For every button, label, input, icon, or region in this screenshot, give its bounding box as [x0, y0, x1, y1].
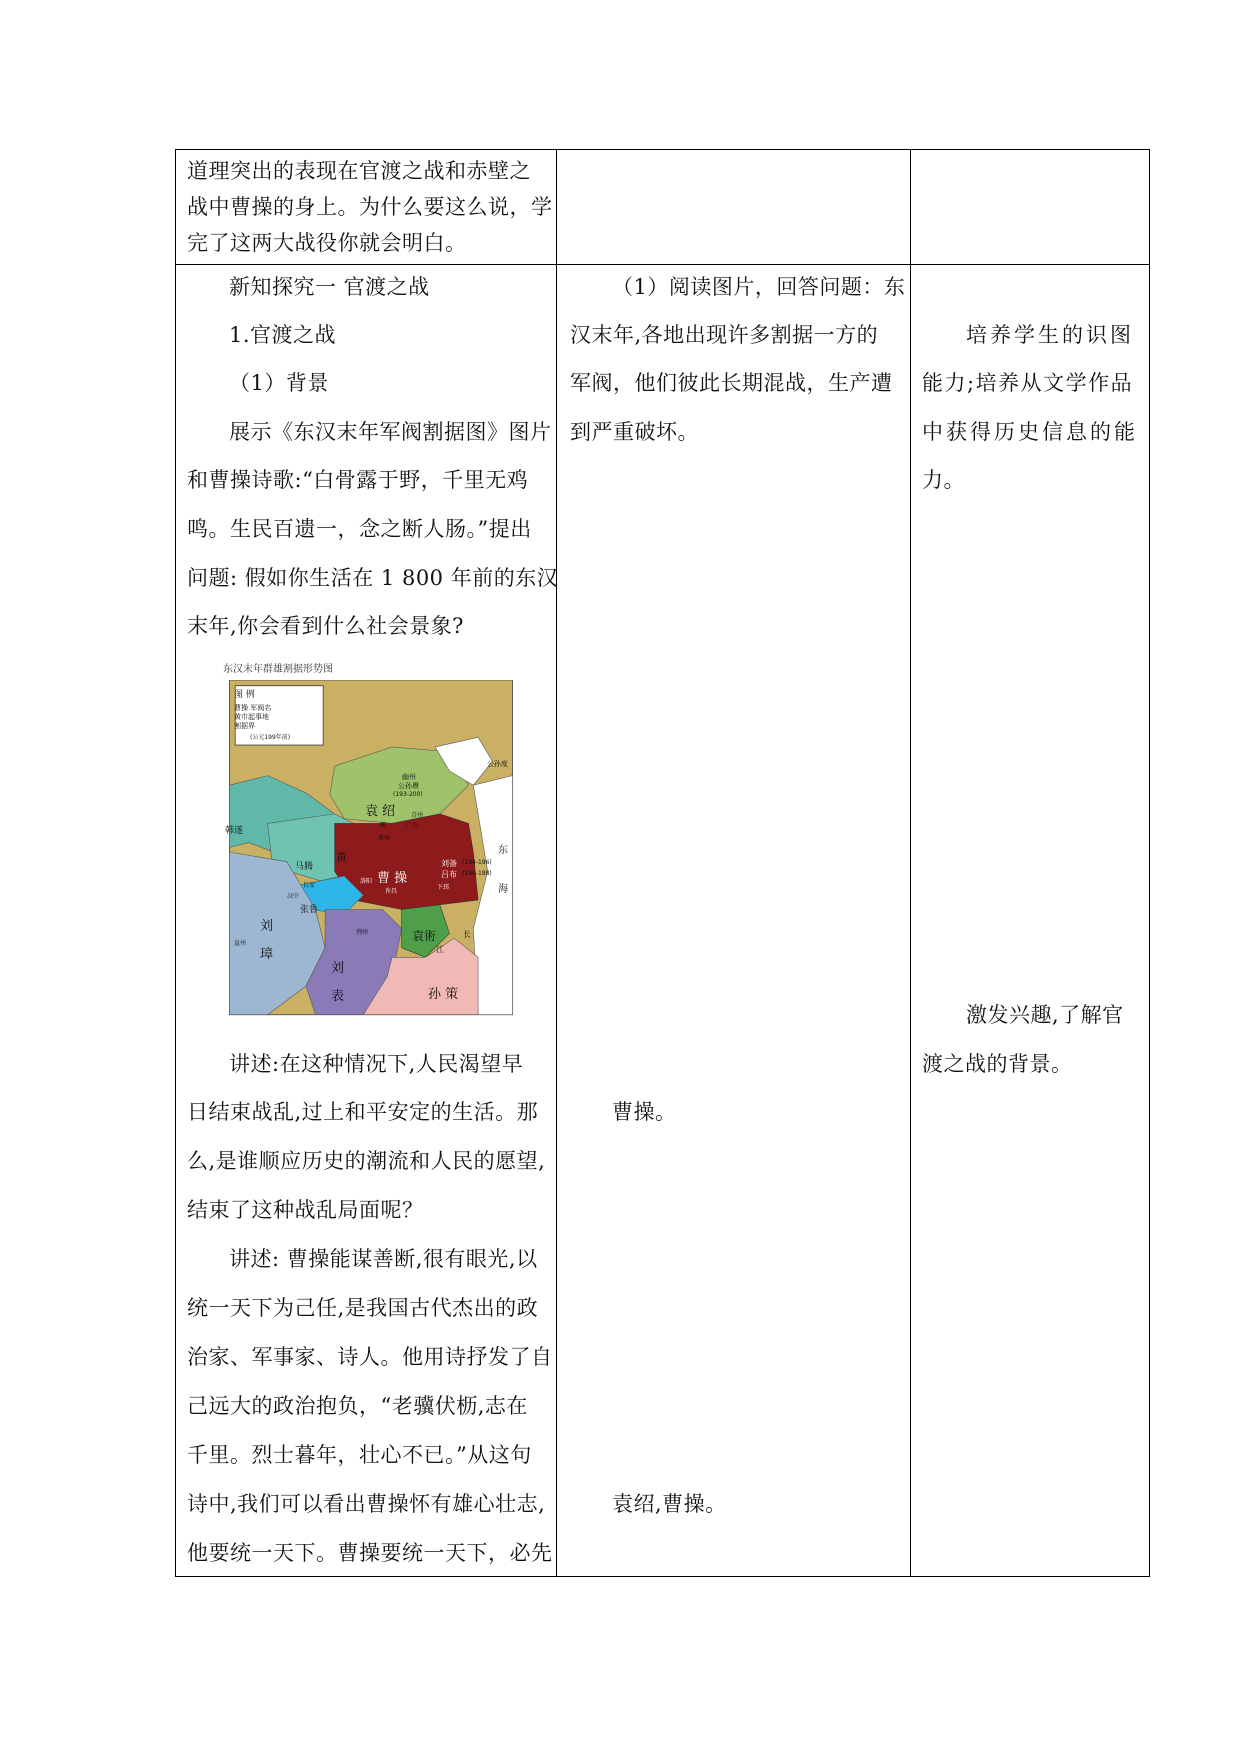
map-label-changan: 长安 — [303, 882, 316, 889]
map-label-huang: 黄 — [336, 851, 347, 864]
map-label-hai: 海 — [498, 884, 508, 895]
map-label-xiapi: 下邳 — [437, 884, 450, 891]
row-divider — [175, 264, 1150, 265]
map-label-xuchang: 许昌 — [385, 888, 398, 895]
row1-text-line-3: 完了这两大战役你就会明白。 — [187, 231, 467, 255]
map-label-lvbu: 吕布 — [441, 870, 457, 879]
goal2-line-2: 渡之战的背景。 — [922, 1052, 1073, 1076]
map-label-guangdong: 广东 — [406, 822, 419, 829]
map-label-youzhou: 幽州 — [402, 773, 416, 781]
map-label-liubiao-2: 表 — [331, 989, 345, 1004]
goal1-line-1: 培养学生的识图 — [966, 323, 1134, 347]
goal2-line-1: 激发兴趣,了解官 — [966, 1003, 1124, 1027]
para3-line-2: 统一天下为己任,是我国古代杰出的政 — [187, 1296, 539, 1320]
para2-line-1: 讲述:在这种情况下,人民渴望早 — [229, 1052, 524, 1076]
answer1-line-2: 汉末年,各地出现许多割据一方的 — [570, 323, 879, 347]
para1-line-2: 和曹操诗歌:“白骨露于野，千里无鸡 — [187, 468, 529, 492]
eastern-han-warlords-map — [223, 680, 519, 1030]
map-label-yuanshu: 袁術 — [412, 929, 437, 943]
answer2: 曹操。 — [612, 1100, 677, 1124]
subheading-background: （1）背景 — [229, 371, 329, 395]
map-label-yuanshao: 袁 绍 — [365, 804, 396, 819]
map-label-sunce: 孙 策 — [428, 987, 459, 1002]
para1-line-3: 鸣。生民百遗一，念之断人肠。”提出 — [187, 517, 532, 541]
para2-line-3: 么,是谁顺应历史的潮流和人民的愿望, — [187, 1149, 546, 1173]
row1-text-line-2: 战中曹操的身上。为什么要这么说，学 — [187, 195, 553, 219]
column-divider-1 — [556, 149, 557, 1577]
map-label-jingzhou: 荆州 — [356, 929, 369, 936]
table-border-right — [1149, 149, 1150, 1577]
map-label-mateng: 马腾 — [295, 862, 314, 872]
answer1-line-1: （1）阅读图片，回答问题：东 — [612, 275, 906, 299]
map-title: 东汉末年群雄割据形势图 — [223, 664, 333, 675]
map-label-ye: 邺 — [380, 822, 387, 829]
map-legend-item-2: 黄巾起事地 — [234, 713, 269, 721]
para3-line-1: 讲述: 曹操能谋善断,很有眼光,以 — [229, 1247, 538, 1271]
map-label-hansui: 韩遂 — [225, 826, 244, 836]
map-label-hanzhong: 汉中 — [287, 893, 300, 900]
map-label-lvbu-years: (196-198) — [462, 870, 492, 877]
goal1-line-2: 能力;培养从文学作品 — [922, 371, 1134, 395]
map-label-liuzhang-2: 璋 — [260, 947, 274, 962]
row1-text-line-1: 道理突出的表现在官渡之战和赤壁之 — [187, 159, 531, 183]
para1-line-1: 展示《东汉末年军阀割据图》图片 — [229, 420, 552, 444]
map-label-gongsunzan: 公孙瓒 — [398, 782, 419, 790]
goal1-line-4: 力。 — [922, 468, 965, 492]
map-label-liubei: 刘备 — [441, 859, 457, 868]
table-border-bottom — [175, 1576, 1150, 1577]
map-label-changjiang-2: 江 — [436, 945, 444, 954]
para2-line-4: 结束了这种战乱局面呢？ — [187, 1198, 424, 1222]
subheading-guandu: 1.官渡之战 — [229, 323, 337, 347]
map-label-zhanglu: 张鲁 — [300, 905, 319, 915]
para3-line-5: 千里。烈士暮年，壮心不已。”从这句 — [187, 1443, 532, 1467]
map-label-qingzhou: 青州 — [411, 812, 424, 819]
map-label-yizhou: 益州 — [234, 940, 247, 947]
map-label-liubei-years: (194-196) — [462, 859, 492, 866]
map-label-luoyang: 洛阳 — [360, 878, 373, 885]
para1-line-5: 末年,你会看到什么社会景象? — [187, 614, 464, 638]
section-heading: 新知探究一 官渡之战 — [229, 275, 430, 299]
answer1-line-4: 到严重破坏。 — [570, 420, 699, 444]
map-label-dong: 东 — [498, 845, 508, 856]
map-label-gongsundu: 公孙度 — [487, 760, 508, 768]
table-border-left — [175, 149, 176, 1577]
para3-line-4: 己远大的政治抱负，“老骥伏枥,志在 — [187, 1394, 528, 1418]
answer3: 袁绍,曹操。 — [612, 1492, 727, 1516]
map-label-yezhou: 冀州 — [378, 835, 391, 842]
answer1-line-3: 军阀，他们彼此长期混战，生产遭 — [570, 371, 893, 395]
map-label-liubiao-1: 刘 — [331, 961, 345, 976]
para2-line-2: 日结束战乱,过上和平安定的生活。那 — [187, 1100, 539, 1124]
map-label-liuzhang-1: 刘 — [260, 919, 274, 934]
map-legend-item-1: 曹操 军阀名 — [234, 704, 272, 712]
map-label-changjiang-1: 长 — [463, 930, 471, 939]
map-legend-note: (公元199年前) — [250, 734, 291, 741]
map-label-gongsunzan-years: (193-200) — [393, 791, 423, 798]
para3-line-6: 诗中,我们可以看出曹操怀有雄心壮志, — [187, 1492, 546, 1516]
para3-line-3: 治家、军事家、诗人。他用诗抒发了自 — [187, 1345, 553, 1369]
para1-line-4: 问题: 假如你生活在 1 800 年前的东汉 — [187, 566, 559, 590]
map-legend-title: 图 例 — [234, 690, 255, 700]
table-border-top — [175, 149, 1150, 150]
goal1-line-3: 中获得历史信息的能 — [922, 420, 1138, 444]
map-legend-item-3: 割据界 — [234, 722, 255, 730]
para3-line-7: 他要统一天下。曹操要统一天下，必先 — [187, 1541, 553, 1565]
column-divider-2 — [910, 149, 911, 1577]
map-label-caocao: 曹 操 — [377, 871, 408, 886]
